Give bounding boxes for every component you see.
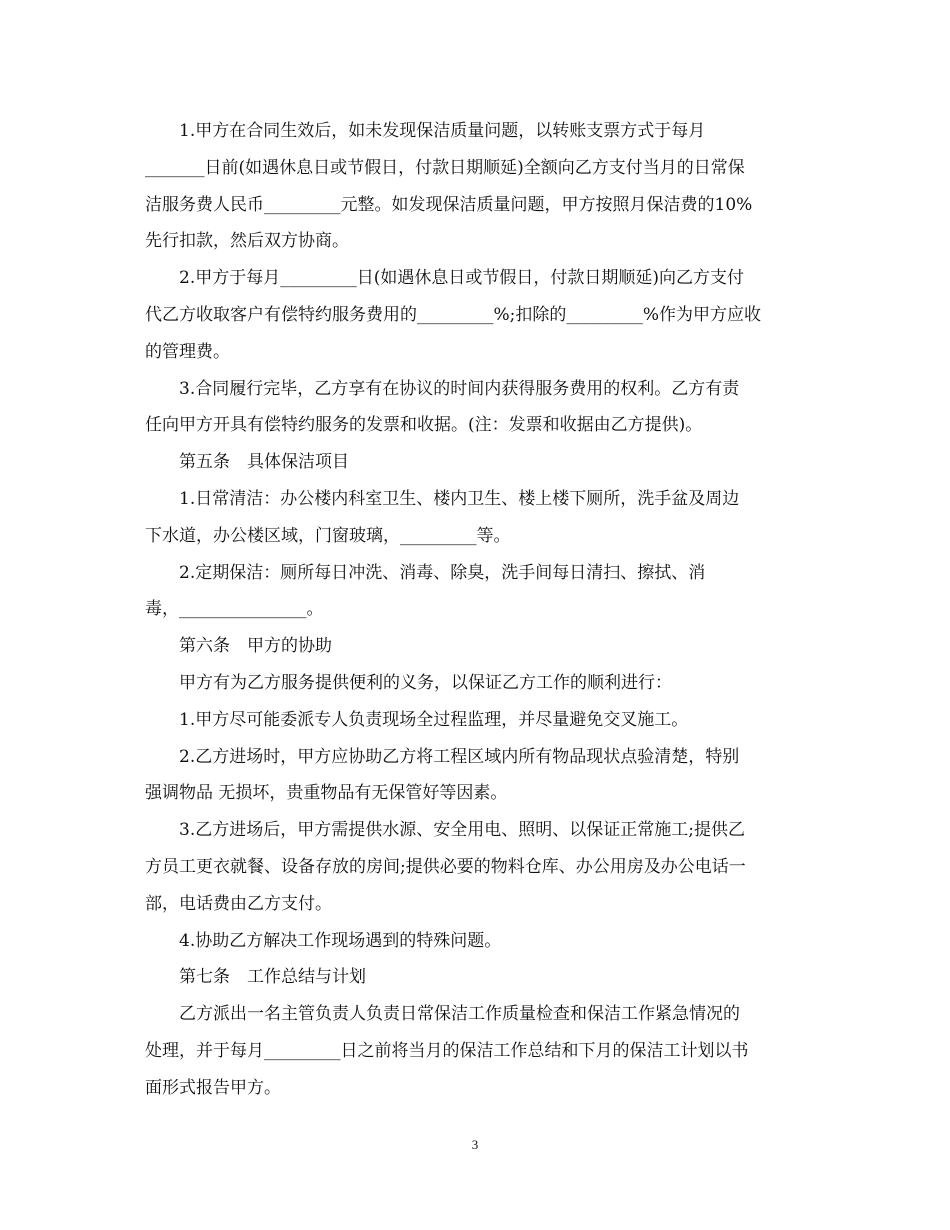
paragraph-line: 2.乙方进场时，甲方应协助乙方将工程区域内所有物品现状点验清楚，特别 bbox=[179, 746, 740, 767]
paragraph-line: 3.合同履行完毕，乙方享有在协议的时间内获得服务费用的权利。乙方有责 bbox=[179, 378, 740, 399]
section-heading: 第七条 工作总结与计划 bbox=[179, 967, 366, 988]
paragraph-line: 2.甲方于每月_________日(如遇休息日或节假日，付款日期顺延)向乙方支付 bbox=[179, 268, 744, 289]
page-number: 3 bbox=[471, 1137, 479, 1152]
section-heading: 第五条 具体保洁项目 bbox=[179, 452, 349, 473]
paragraph-line: 部，电话费由乙方支付。 bbox=[145, 893, 332, 914]
paragraph-line: 乙方派出一名主管负责人负责日常保洁工作质量检查和保洁工作紧急情况的 bbox=[179, 1004, 740, 1025]
paragraph-line: _______日前(如遇休息日或节假日，付款日期顺延)全额向乙方支付当月的日常保 bbox=[145, 157, 745, 178]
paragraph-line: 代乙方收取客户有偿特约服务费用的_________%;扣除的_________%作为甲方应收 bbox=[145, 304, 762, 325]
paragraph-line: 1.日常清洁：办公楼内科室卫生、楼内卫生、楼上楼下厕所，洗手盆及周边 bbox=[179, 488, 740, 509]
paragraph-line: 的管理费。 bbox=[145, 341, 230, 362]
paragraph-line: 毒，_______________。 bbox=[145, 599, 324, 620]
paragraph-line: 下水道，办公楼区域，门窗玻璃，_________等。 bbox=[145, 525, 511, 546]
body-text bbox=[145, 113, 805, 1107]
paragraph-line: 任向甲方开具有偿特约服务的发票和收据。(注：发票和收据由乙方提供)。 bbox=[145, 415, 703, 436]
paragraph-line: 处理，并于每月_________日之前将当月的保洁工作总结和下月的保洁工计划以书 bbox=[145, 1040, 749, 1061]
paragraph-line: 2.定期保洁：厕所每日冲洗、消毒、除臭，洗手间每日清扫、擦拭、消 bbox=[179, 562, 706, 583]
paragraph-line: 4.协助乙方解决工作现场遇到的特殊问题。 bbox=[179, 930, 502, 951]
paragraph-line: 甲方有为乙方服务提供便利的义务，以保证乙方工作的顺利进行： bbox=[179, 672, 672, 693]
paragraph-line: 洁服务费人民币_________元整。如发现保洁质量问题，甲方按照月保洁费的10% bbox=[145, 194, 753, 215]
paragraph-line: 3.乙方进场后，甲方需提供水源、安全用电、照明、以保证正常施工;提供乙 bbox=[179, 820, 745, 841]
paragraph-line: 1.甲方尽可能委派专人负责现场全过程监理，并尽量避免交叉施工。 bbox=[179, 709, 689, 730]
paragraph-line: 方员工更衣就餐、设备存放的房间;提供必要的物料仓库、办公用房及办公电话一 bbox=[145, 856, 746, 877]
paragraph-line: 先行扣款，然后双方协商。 bbox=[145, 231, 349, 252]
paragraph-line: 1.甲方在合同生效后，如未发现保洁质量问题，以转账支票方式于每月 bbox=[179, 121, 706, 141]
section-heading: 第六条 甲方的协助 bbox=[179, 636, 332, 657]
paragraph-line: 强调物品 无损坏，贵重物品有无保管好等因素。 bbox=[145, 783, 508, 804]
paragraph-line: 面形式报告甲方。 bbox=[145, 1077, 281, 1098]
